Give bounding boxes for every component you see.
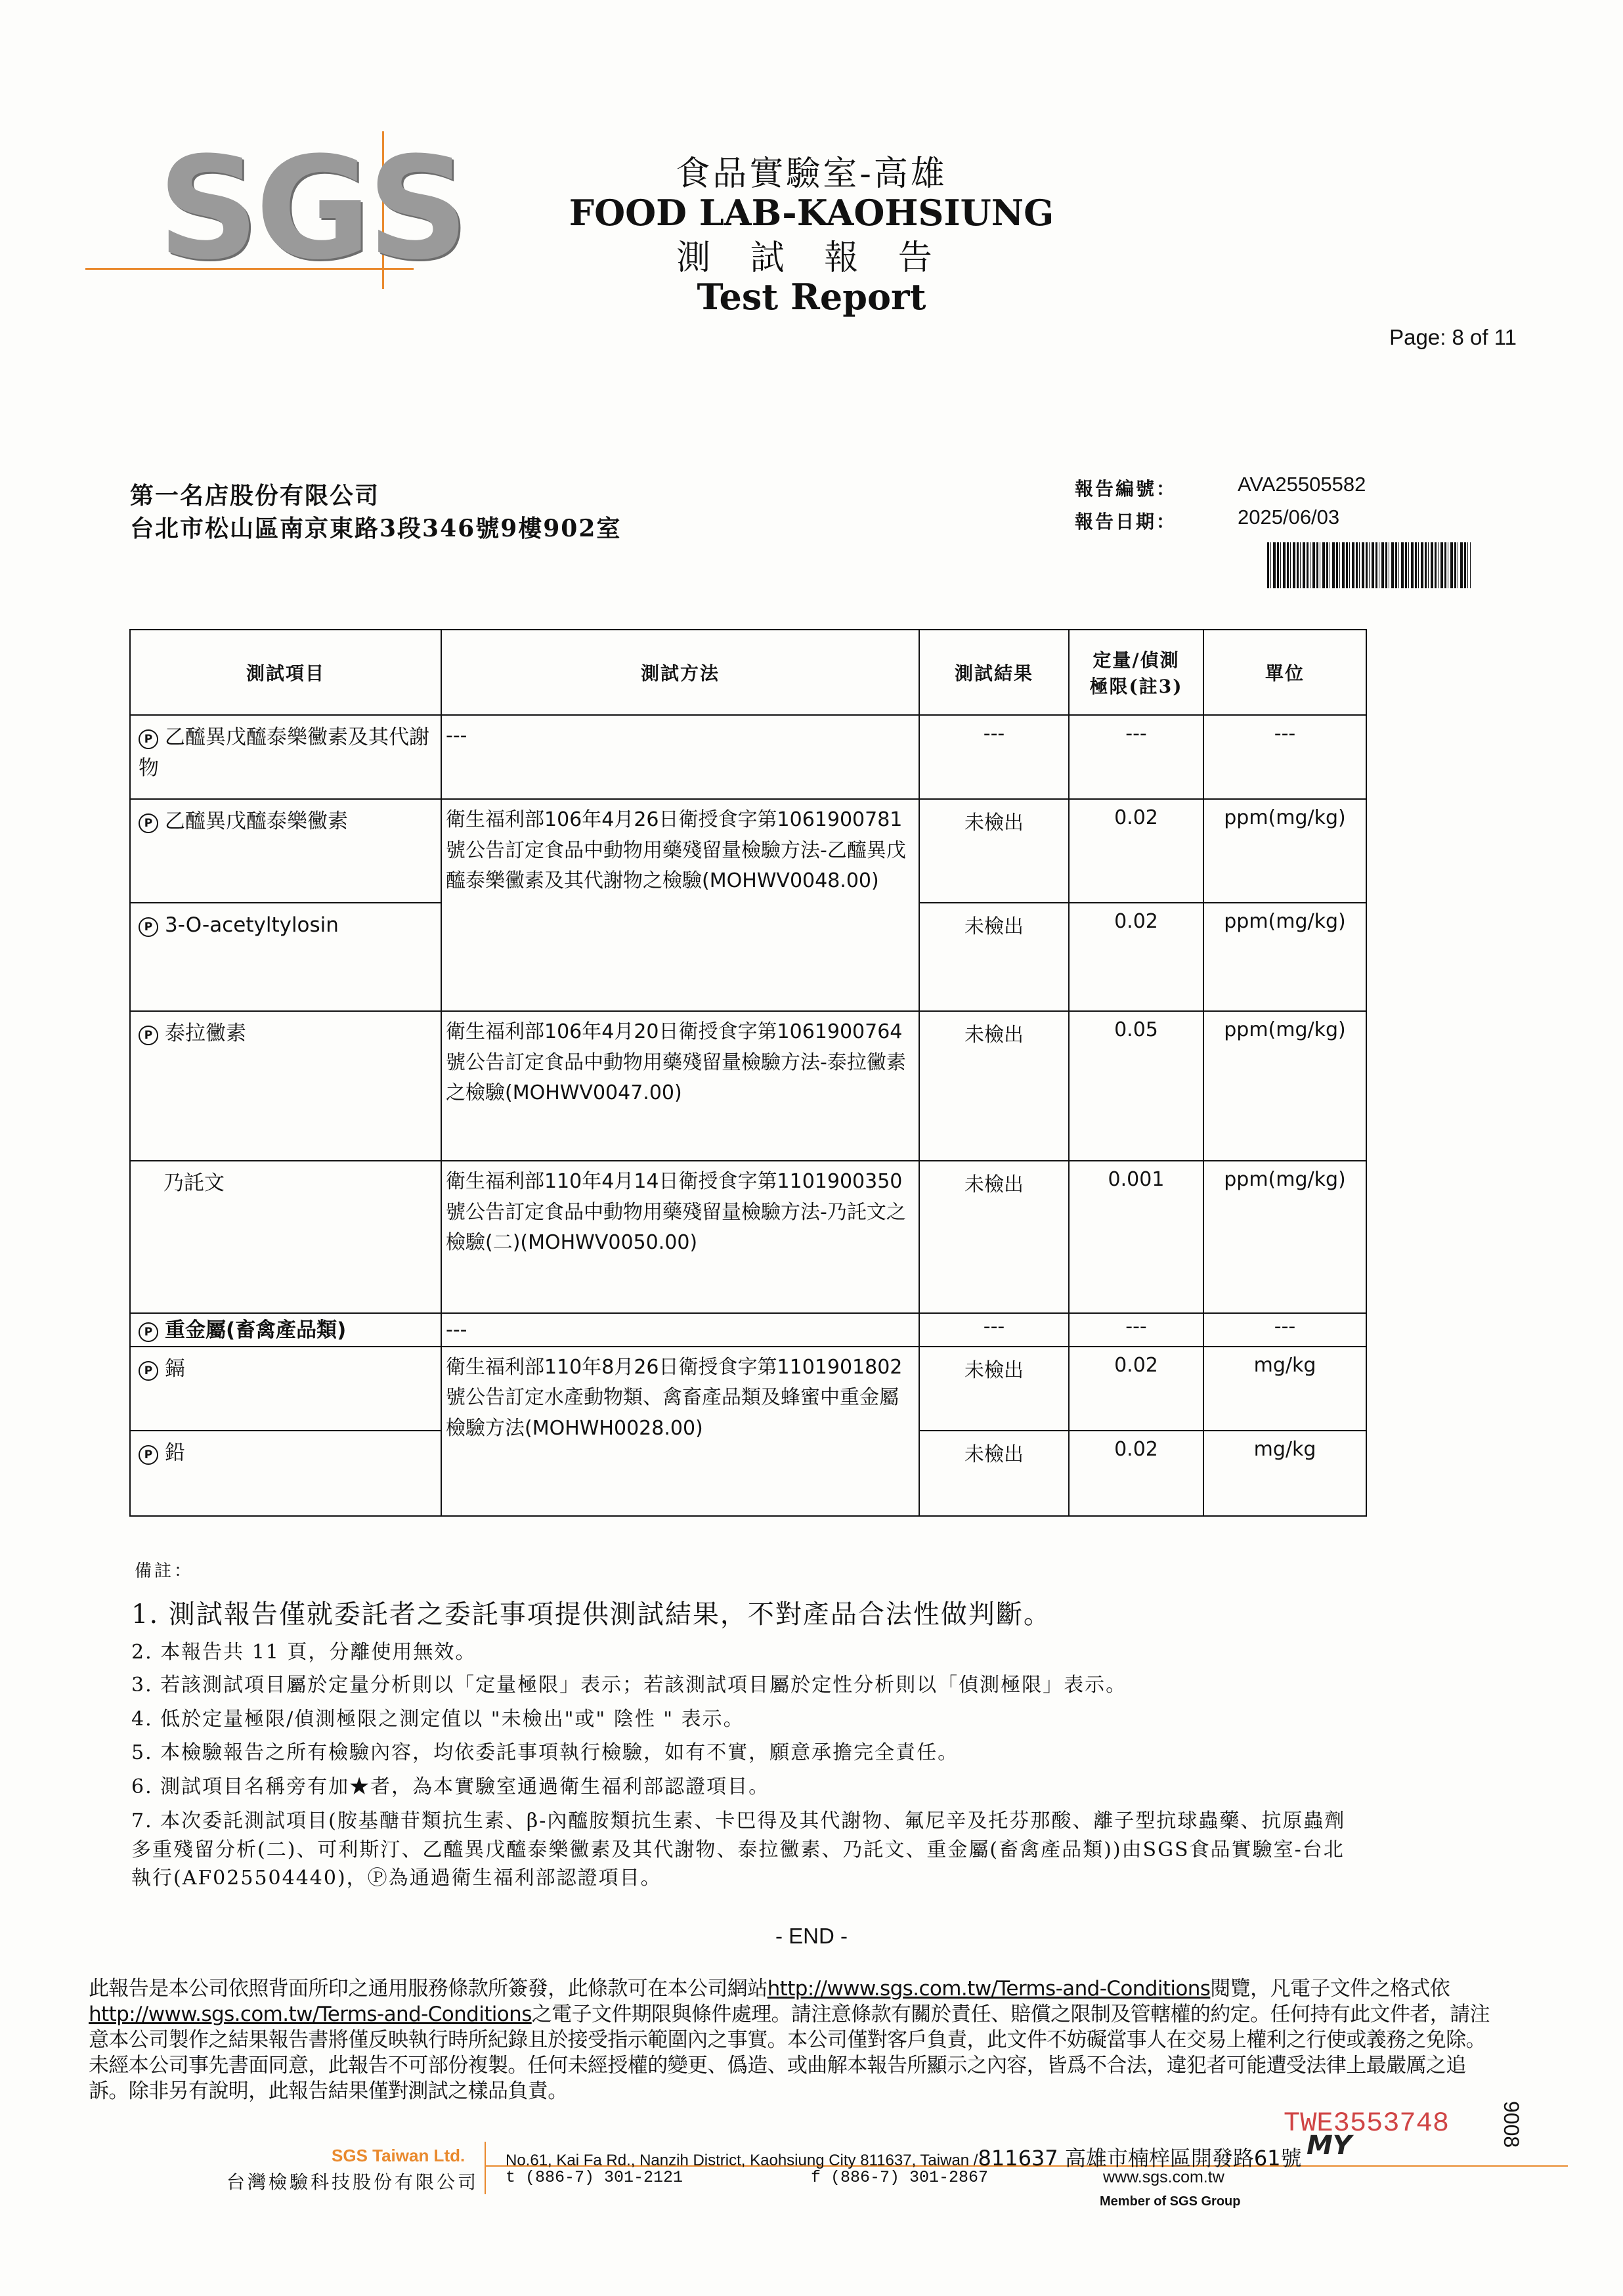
footer-company: 台灣檢驗科技股份有限公司 xyxy=(227,2171,479,2193)
table-row xyxy=(130,1011,1366,1161)
legal-disclaimer: 此報告是本公司依照背面所印之通用服務條款所簽發，此條款可在本公司網站http://www.sgs.com.tw/Terms-and-Conditions閱覽，凡電子文件之格式依http://www.sgs.com.tw/Terms-and-Conditions之電子文件期限與條件處理。請注意條款有關於責任、賠償之限制及管轄權的約定。任何持有此文件者，請注意本公司製作之結果報告書將僅反映執行時所紀錄且於接受指示範圍內之事實。本公司僅對客戶負責，此文件不妨礙當事人在交易上權利之行使或義務之免除。未經本公司事先書面同意，此報告不可部份複製。任何未經授權的變更、僞造、或曲解本報告所顯示之內容，皆爲不合法，違犯者可能遭受法律上最嚴厲之追訴。除非另有說明，此報告結果僅對測試之樣品負責。 xyxy=(89,1977,1490,2104)
item-cell: 乃託文 xyxy=(130,1161,441,1313)
footer-address: No.61, Kai Fa Rd., Nanzih District, Kaohsiung City 811637, Taiwan /811637 高雄市楠梓區開發路61號 xyxy=(506,2146,1302,2171)
report-no-value: AVA25505582 xyxy=(1238,473,1366,496)
table-row xyxy=(130,1313,1366,1347)
footer-divider xyxy=(485,2142,486,2194)
footer-website[interactable]: www.sgs.com.tw xyxy=(1103,2168,1224,2186)
note-4: 4. 低於定量極限/偵測極限之測定值以 "未檢出"或" 陰性 " 表示。 xyxy=(131,1708,745,1731)
limit-cell: --- xyxy=(1069,1313,1203,1347)
client-address: 台北市松山區南京東路3段346號9樓902室 xyxy=(130,515,622,542)
unit-cell: ppm(mg/kg) xyxy=(1203,799,1366,903)
method-cell: 衛生福利部110年4月14日衛授食字第1101900350號公告訂定食品中動物用藥殘留量檢驗方法-乃託文之檢驗(二)(MOHWV0050.00) xyxy=(441,1161,919,1313)
limit-cell: 0.001 xyxy=(1069,1161,1203,1313)
unit-cell: mg/kg xyxy=(1203,1431,1366,1516)
certified-mark-icon: P xyxy=(139,729,158,749)
table-row xyxy=(130,1347,1366,1431)
unit-cell: mg/kg xyxy=(1203,1347,1366,1431)
limit-cell: 0.02 xyxy=(1069,903,1203,1011)
unit-cell: ppm(mg/kg) xyxy=(1203,1161,1366,1313)
item-cell: P 泰拉黴素 xyxy=(130,1011,441,1161)
result-cell: --- xyxy=(919,715,1069,799)
method-cell: 衛生福利部106年4月20日衛授食字第1061900764號公告訂定食品中動物用藥殘留量檢驗方法-泰拉黴素之檢驗(MOHWV0047.00) xyxy=(441,1011,919,1161)
report-date-value: 2025/06/03 xyxy=(1238,506,1340,529)
lab-name-en: FOOD LAB-KAOHSIUNG xyxy=(569,192,1054,234)
table-row xyxy=(130,799,1366,903)
footer-fax: f (886-7) 301-2867 xyxy=(811,2168,989,2187)
footer-brand: SGS Taiwan Ltd. xyxy=(332,2146,465,2165)
header-unit: 單位 xyxy=(1203,630,1366,715)
result-cell: 未檢出 xyxy=(919,1431,1069,1516)
result-cell: 未檢出 xyxy=(919,1011,1069,1161)
unit-cell: ppm(mg/kg) xyxy=(1203,903,1366,1011)
report-date-label: 報告日期： xyxy=(1075,511,1177,532)
result-cell: 未檢出 xyxy=(919,903,1069,1011)
method-cell: 衛生福利部106年4月26日衛授食字第1061900781號公告訂定食品中動物用藥殘留量檢驗方法-乙醯異戊醯泰樂黴素及其代謝物之檢驗(MOHWV0048.00) xyxy=(441,799,919,1011)
terms-link[interactable]: http://www.sgs.com.tw/Terms-and-Conditions xyxy=(89,2003,532,2027)
sgs-logo: SGS xyxy=(158,126,465,291)
limit-cell: 0.02 xyxy=(1069,1431,1203,1516)
report-title-en: Test Report xyxy=(697,276,926,318)
item-cell: P 鉛 xyxy=(130,1431,441,1516)
limit-cell: 0.05 xyxy=(1069,1011,1203,1161)
note-2: 2. 本報告共 11 頁，分離使用無效。 xyxy=(131,1641,477,1664)
method-cell: --- xyxy=(441,1313,919,1347)
header-result: 測試結果 xyxy=(919,630,1069,715)
client-name: 第一名店股份有限公司 xyxy=(130,482,380,509)
result-cell: 未檢出 xyxy=(919,799,1069,903)
note-7: 7. 本次委託測試項目(胺基醣苷類抗生素、β-內醯胺類抗生素、卡巴得及其代謝物、氟尼辛及托芬那酸、離子型抗球蟲藥、抗原蟲劑多重殘留分析(二)、可利斯汀、乙醯異戊醯泰樂黴素及其代謝物、泰拉黴素、乃託文、重金屬(畜禽產品類))由SGS食品實驗室-台北執行(AF025504440)，Ⓟ為通過衛生福利部認證項目。 xyxy=(131,1809,1346,1890)
report-title-cn: 測 試 報 告 xyxy=(676,238,947,278)
limit-cell: --- xyxy=(1069,715,1203,799)
unit-cell: --- xyxy=(1203,715,1366,799)
unit-cell: --- xyxy=(1203,1313,1366,1347)
certified-mark-icon: P xyxy=(139,1445,158,1465)
table-row xyxy=(130,715,1366,799)
lab-name-cn: 食品實驗室-高雄 xyxy=(676,154,947,194)
result-cell: 未檢出 xyxy=(919,1347,1069,1431)
note-1: 1. 測試報告僅就委託者之委託事項提供測試結果，不對產品合法性做判斷。 xyxy=(131,1599,1051,1630)
item-cell: P 重金屬(畜禽產品類) xyxy=(130,1313,441,1347)
barcode xyxy=(1267,542,1471,588)
report-no-label: 報告編號： xyxy=(1075,478,1177,500)
table-row xyxy=(130,1161,1366,1313)
result-cell: 未檢出 xyxy=(919,1161,1069,1313)
serial-number: TWE3553748 xyxy=(1284,2108,1450,2139)
item-cell: P 乙醯異戊醯泰樂黴素 xyxy=(130,799,441,903)
item-cell: P 乙醯異戊醯泰樂黴素及其代謝物 xyxy=(130,715,441,799)
result-cell: --- xyxy=(919,1313,1069,1347)
footer-phone: t (886-7) 301-2121 xyxy=(506,2168,683,2187)
note-5: 5. 本檢驗報告之所有檢驗內容，均依委託事項執行檢驗，如有不實，願意承擔完全責任。 xyxy=(131,1741,959,1764)
header-item: 測試項目 xyxy=(130,630,441,715)
page-number: Page: 8 of 11 xyxy=(1389,325,1517,349)
results-table xyxy=(129,629,1367,1517)
end-marker: - END - xyxy=(775,1924,848,1948)
method-cell: --- xyxy=(441,715,919,799)
certified-mark-icon: P xyxy=(139,1026,158,1045)
header-limit: 定量/偵測 極限(註3) xyxy=(1069,630,1203,715)
certified-mark-icon: P xyxy=(139,917,158,937)
limit-cell: 0.02 xyxy=(1069,799,1203,903)
note-6: 6. 測試項目名稱旁有加★者，為本實驗室通過衛生福利部認證項目。 xyxy=(131,1775,770,1798)
notes-title: 備註： xyxy=(135,1561,194,1581)
terms-link[interactable]: http://www.sgs.com.tw/Terms-and-Conditions xyxy=(767,1977,1211,2001)
certified-mark-icon: P xyxy=(139,1322,158,1342)
footer-member: Member of SGS Group xyxy=(1100,2194,1241,2209)
signature: MY xyxy=(1307,2131,1352,2161)
item-cell: P 鎘 xyxy=(130,1347,441,1431)
item-cell: P 3-O-acetyltylosin xyxy=(130,903,441,1011)
method-cell: 衛生福利部110年8月26日衛授食字第1101901802號公告訂定水產動物類、禽畜產品類及蜂蜜中重金屬檢驗方法(MOHWH0028.00) xyxy=(441,1347,919,1516)
note-3: 3. 若該測試項目屬於定量分析則以「定量極限」表示；若該測試項目屬於定性分析則以「偵測極限」表示。 xyxy=(131,1674,1127,1697)
header-method: 測試方法 xyxy=(441,630,919,715)
unit-cell: ppm(mg/kg) xyxy=(1203,1011,1366,1161)
limit-cell: 0.02 xyxy=(1069,1347,1203,1431)
certified-mark-icon: P xyxy=(139,813,158,833)
side-code: 9008 xyxy=(1500,2101,1523,2148)
certified-mark-icon: P xyxy=(139,1361,158,1381)
table-header-row xyxy=(130,630,1366,715)
